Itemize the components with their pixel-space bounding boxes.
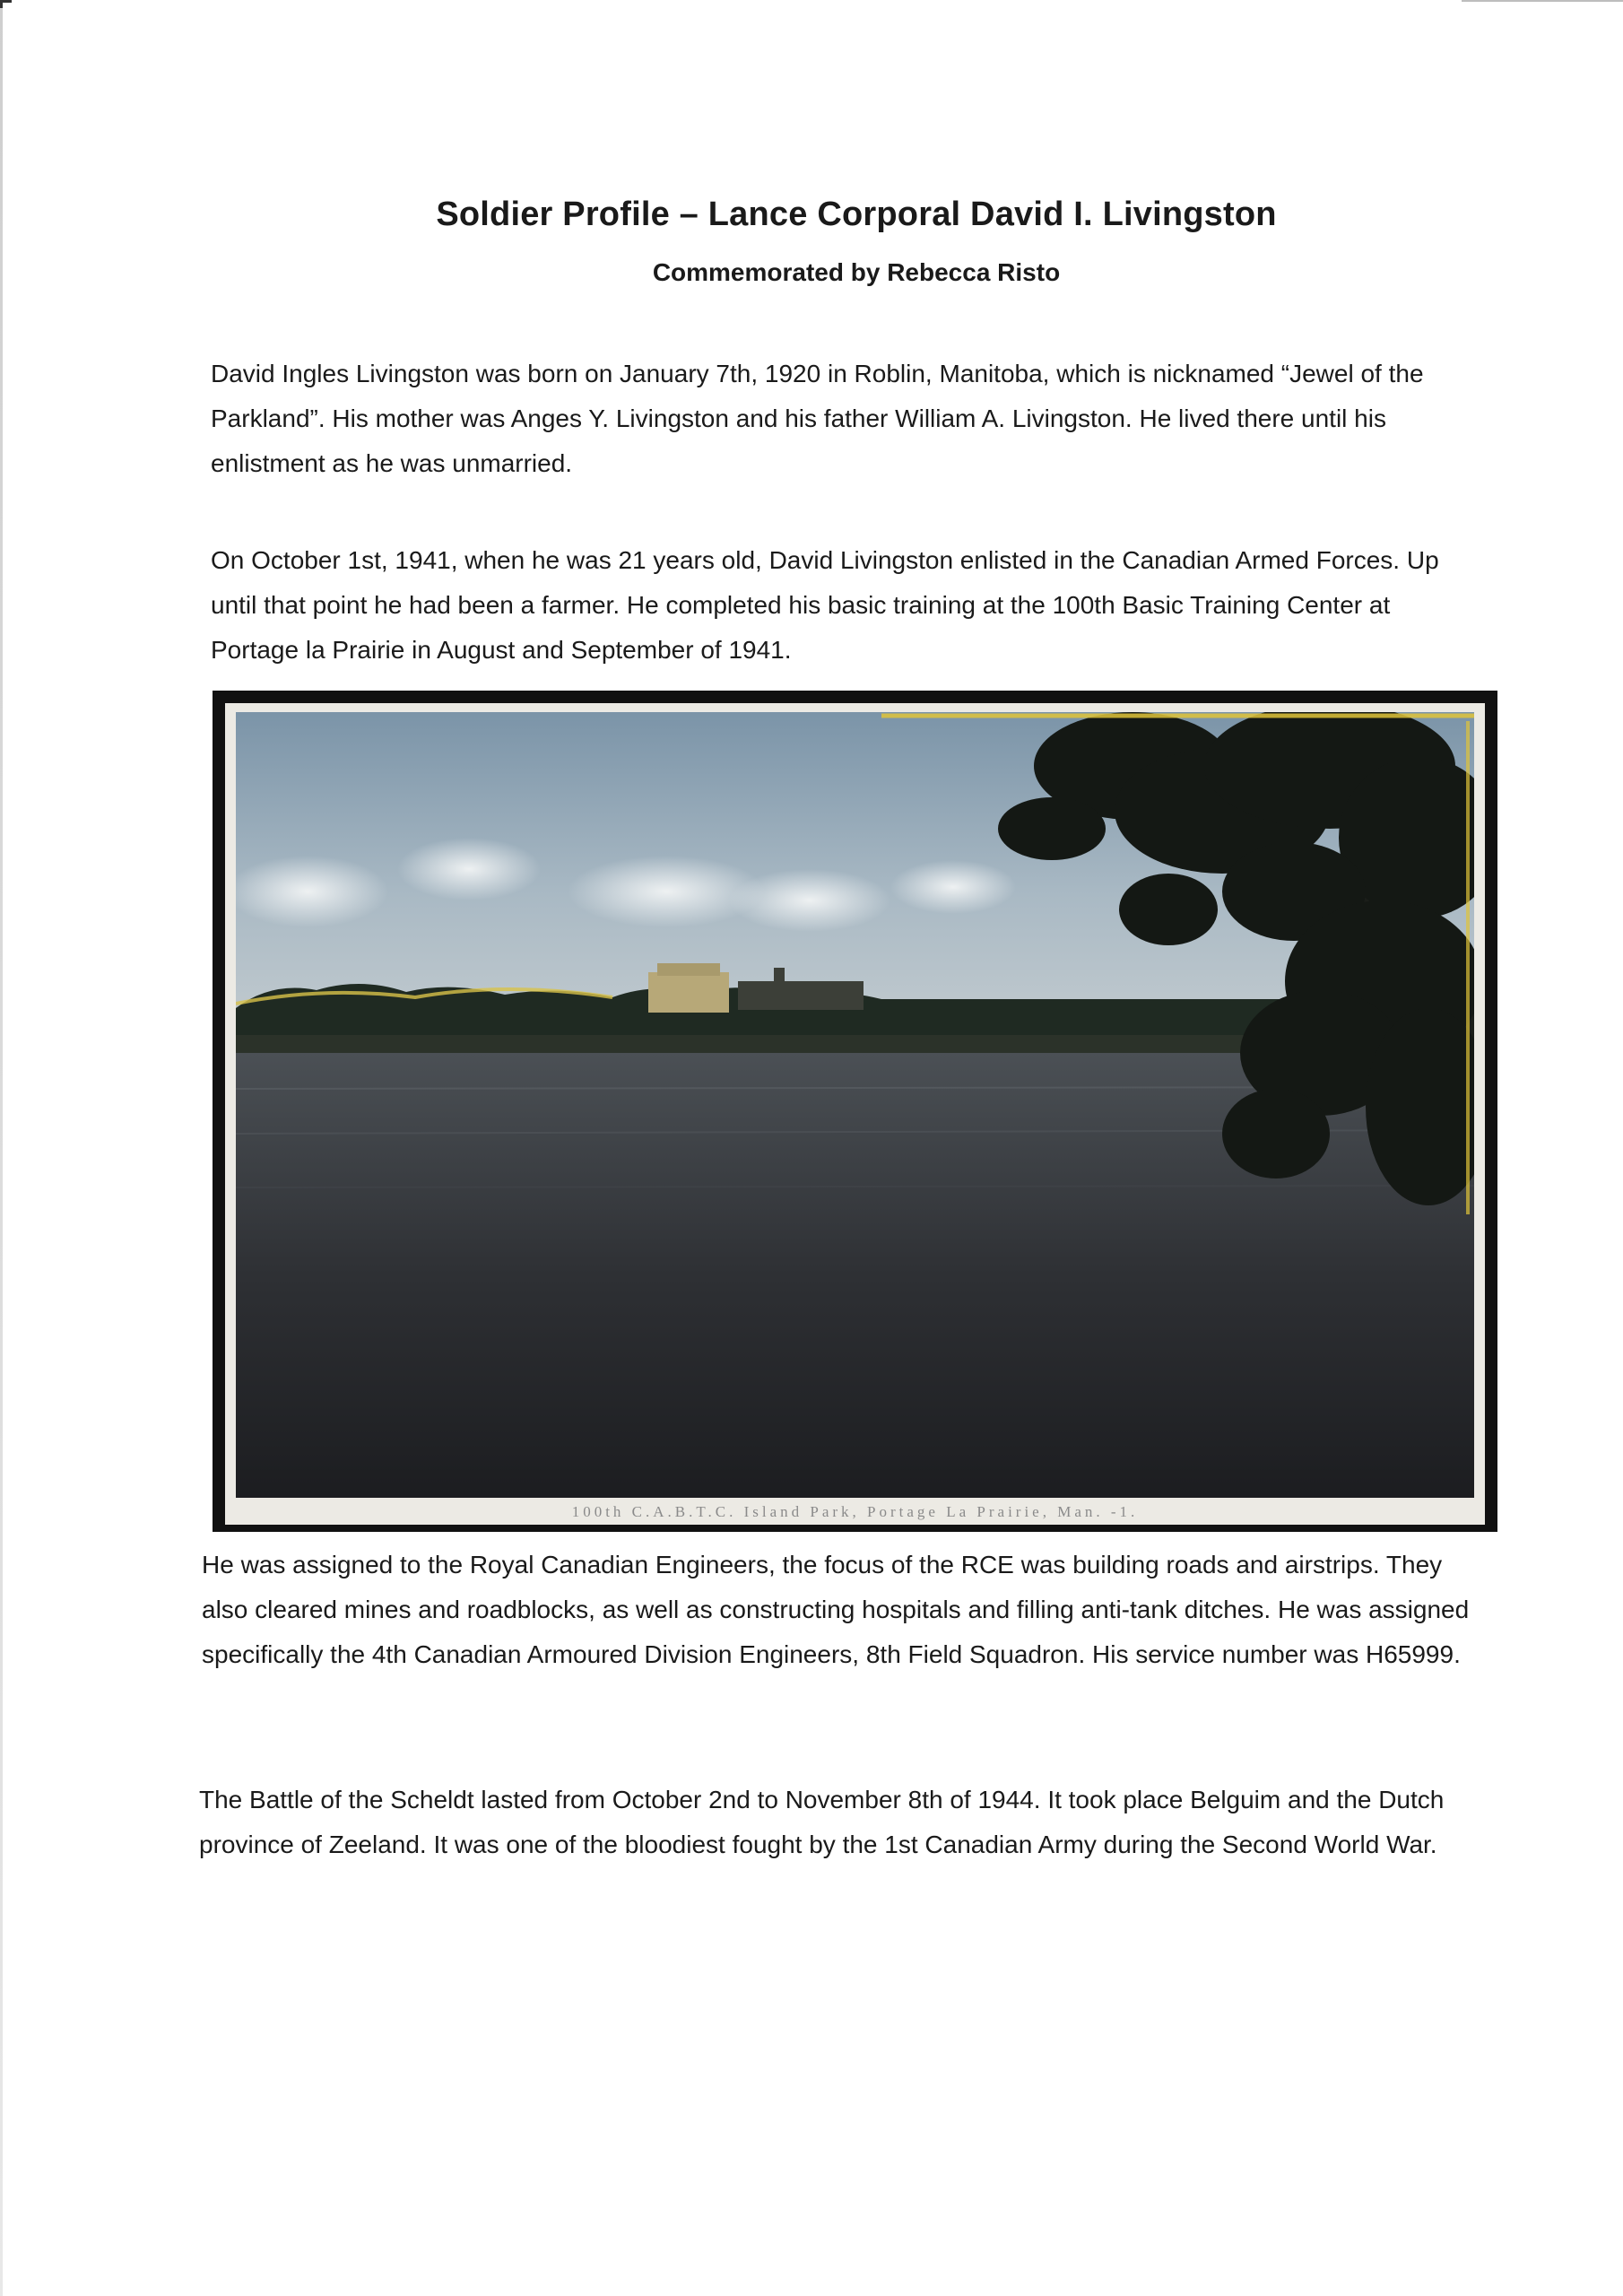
scan-edge [0,0,3,2296]
photo-caption: 100th C.A.B.T.C. Island Park, Portage La Prairie, Man. -1. [571,1503,1139,1520]
paragraph-assignment: He was assigned to the Royal Canadian Engineers, the focus of the RCE was building roads and airstrips. They also cleared mines and roadblocks, as well as constructing hospitals and filling anti-tank ditches. He was assigned specifically the 4th Canadian Armoured Division Engineers, 8th Field Squadron. His service number was H65999. [202,1551,1470,1668]
lake-landscape-image [236,712,1474,1498]
paragraph-birth: David Ingles Livingston was born on January 7th, 1920 in Roblin, Manitoba, which is nicknamed “Jewel of the Parkland”. His mother was Anges Y. Livingston and his father William A. Livingston. He lived there until his enlistment as he was unmarried. [211,360,1424,477]
page-title: Soldier Profile – Lance Corporal David I. Livingston [436,196,1277,233]
paragraph-enlistment: On October 1st, 1941, when he was 21 years old, David Livingston enlisted in the Canadian Armed Forces. Up until that point he had been a farmer. He completed his basic training at the 100th Basic Training Center at Portage la Prairie in August and September of 1941. [211,546,1439,664]
scan-top-rule [1462,0,1623,2]
page-subtitle: Commemorated by Rebecca Risto [652,258,1061,286]
postcard-photo-frame [213,691,1497,1532]
paragraph-battle: The Battle of the Scheldt lasted from October 2nd to November 8th of 1944. It took place Belguim and the Dutch province of Zeeland. It was one of the bloodiest fought by the 1st Canadian Army during the Second World War. [199,1786,1445,1858]
postcard-photo [225,703,1485,1525]
scan-corner-mark [0,0,12,8]
